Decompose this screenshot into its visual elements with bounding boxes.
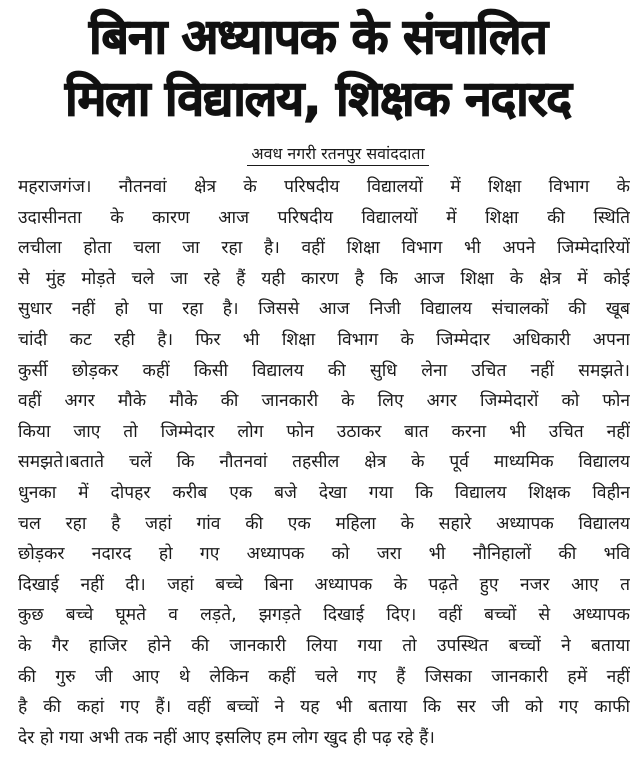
body-line: चल रहा है जहां गांव की एक महिला के सहारे अध्यापक विद्यालय <box>18 513 630 534</box>
body-line: किया जाए तो जिम्मेदार लोग फोन उठाकर बात करना भी उचित नहीं <box>18 421 630 442</box>
body-line: कुछ बच्चे घूमते व लड़ते, झगड़ते दिखाई दिए। वहीं बच्चों से अध्यापक <box>18 605 630 626</box>
headline-line-2: मिला विद्यालय, शिक्षक नदारद <box>65 71 571 127</box>
body-line: वहीं अगर मौके मौके की जानकारी के लिए अगर जिम्मेदारों को फोन <box>18 391 630 412</box>
body-line: धुनका में दोपहर करीब एक बजे देखा गया कि विद्यालय शिक्षक विहीन <box>18 482 630 503</box>
body-line: से मुंह मोड़ते चले जा रहे हैं यही कारण है कि आज शिक्षा के क्षेत्र में कोई <box>18 268 630 289</box>
body-line: महराजगंज। नौतनवां क्षेत्र के परिषदीय विद्यालयों में शिक्षा विभाग के <box>18 177 630 197</box>
body-line: सुधार नहीं हो पा रहा है। जिससे आज निजी विद्यालय संचालकों की खूब <box>18 299 630 320</box>
body-line: कुर्सी छोड़कर कहीं किसी विद्यालय की सुधि लेना उचित नहीं समझते। <box>18 360 630 381</box>
headline-line-1: बिना अध्यापक के संचालित <box>89 9 547 65</box>
body-line: दिखाई नहीं दी। जहां बच्चे बिना अध्यापक के पढ़ते हुए नजर आए त <box>18 574 630 595</box>
body-line: है की कहां गए हैं। वहीं बच्चों ने यह भी बताया कि सर जी को गए काफी <box>18 697 630 718</box>
body-line: समझते।बताते चलें कि नौतनवां तहसील क्षेत्र के पूर्व माध्यमिक विद्यालय <box>18 452 630 473</box>
body-line: उदासीनता के कारण आज परिषदीय विद्यालयों में शिक्षा की स्थिति <box>18 207 630 228</box>
body-line: चांदी कट रही है। फिर भी शिक्षा विभाग के जिम्मेदार अधिकारी अपना <box>18 329 630 350</box>
article-body <box>0 172 636 753</box>
byline: अवध नगरी रतनपुर सवांददाता <box>247 144 428 166</box>
body-line: देर हो गया अभी तक नहीं आए इसलिए हम लोग खुद ही पढ़ रहे हैं। <box>18 727 435 748</box>
body-line: लचीला होता चला जा रहा है। वहीं शिक्षा विभाग भी अपने जिम्मेदारियों <box>18 238 630 259</box>
byline-container <box>0 144 636 168</box>
body-line: छोड़कर नदारद हो गए अध्यापक को जरा भी नौनिहालों की भवि <box>18 544 630 565</box>
body-line: की गुरु जी आए थे लेकिन कहीं चले गए हैं जिसका जानकारी हमें नहीं <box>18 666 630 687</box>
headline <box>0 6 636 130</box>
body-line: के गैर हाजिर होने की जानकारी लिया गया तो उपस्थित बच्चों ने बताया <box>18 635 630 656</box>
